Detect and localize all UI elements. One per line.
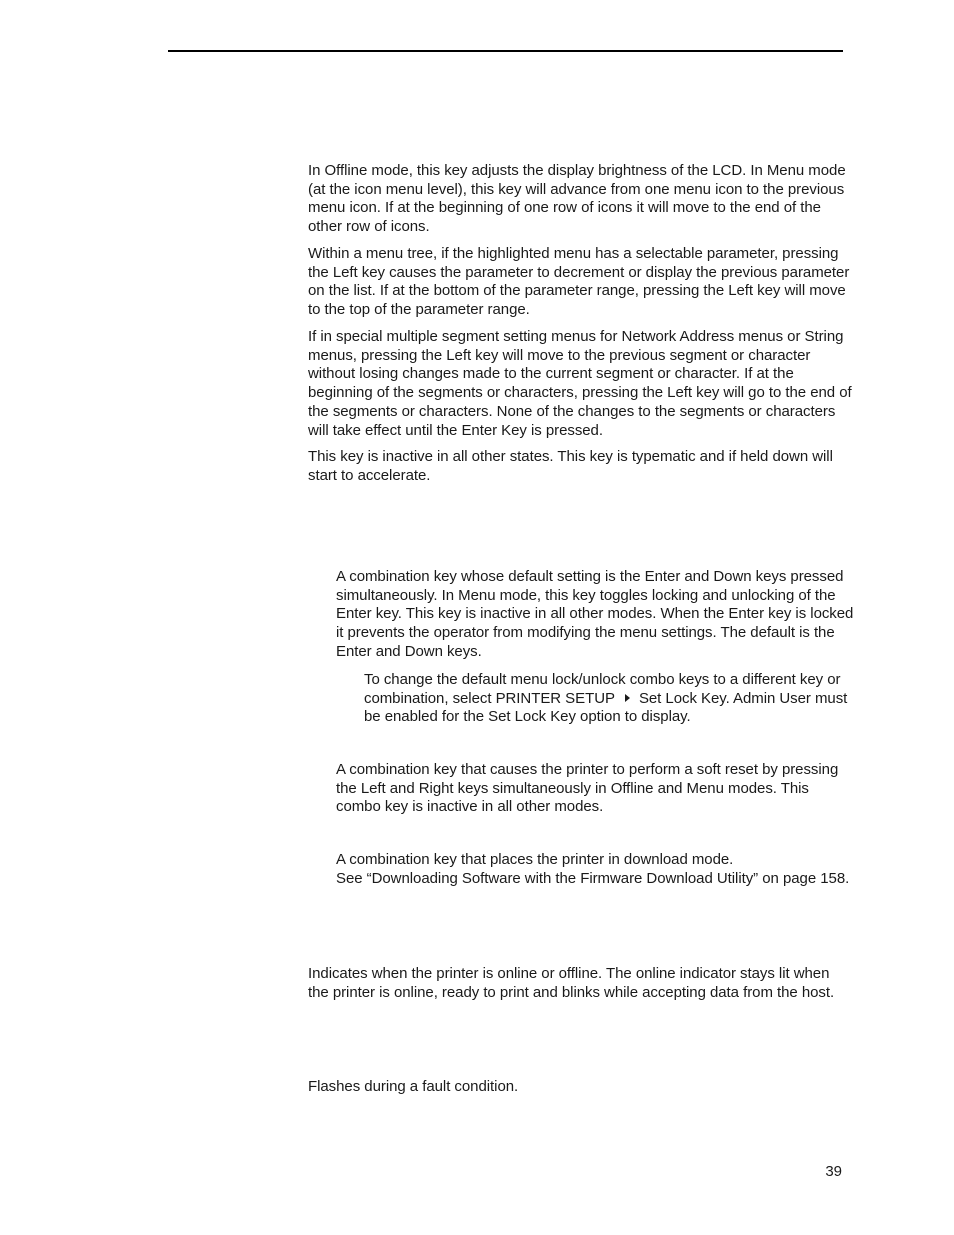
left-key-paragraph-2: Within a menu tree, if the highlighted menu has a selectable parameter, pressing the Left key causes the parameter to decrement or display the previous parameter on the list. If at the bottom of the parameter range, pressing the Left key will move to the top of the parameter range. [308,245,850,319]
lock-key-note-end: Set Lock Key. Admin User must be enabled for the Set Lock Key option to display. [364,689,848,726]
download-key-line-1: A combination key that places the printer in download mode. [336,851,734,868]
lock-key-description: A combination key whose default setting is the Enter and Down keys pressed simultaneously. In Menu mode, this key toggles locking and unlocking of the Enter key. This key is inactive in all other modes. When the Enter key is locked it prevents the operator from modifying the menu settings. The default is the Enter and Down keys. [336,568,854,660]
download-key-description [336,851,856,888]
lock-key-note [364,671,854,727]
lock-key-note-start: To change the default menu lock/unlock combo keys to a different key or combination, select PRINTER SETUP [364,671,841,707]
download-key-line-2: See “Downloading Software with the Firmware Download Utility” on page 158. [336,869,850,887]
reset-key-description: A combination key that causes the printer to perform a soft reset by pressing the Left and Right keys simultaneously in Offline and Menu modes. This combo key is inactive in all other modes. [336,761,839,816]
submenu-arrow-icon [625,694,630,702]
online-indicator-description: Indicates when the printer is online or offline. The online indicator stays lit when the printer is online, ready to print and blinks while accepting data from the host. [308,965,835,1001]
left-key-paragraph-1: In Offline mode, this key adjusts the display brightness of the LCD. In Menu mode (at the icon menu level), this key will advance from one menu icon to the previous menu icon. If at the beginning of one row of icons it will move to the end of the other row of icons. [308,162,846,236]
left-key-paragraph-3: If in special multiple segment setting menus for Network Address menus or String menus, pressing the Left key will move to the previous segment or character without losing changes made to the current segment or character. If at the beginning of the segments or characters, pressing the Left key will go to the end of the segments or characters. None of the changes to the segments or characters will take effect until the Enter Key is pressed. [308,328,852,439]
fault-indicator-description: Flashes during a fault condition. [308,1078,519,1095]
header-rule [168,50,843,52]
left-key-paragraph-4: This key is inactive in all other states. This key is typematic and if held down will start to accelerate. [308,448,833,484]
page-number: 39 [825,1163,842,1180]
